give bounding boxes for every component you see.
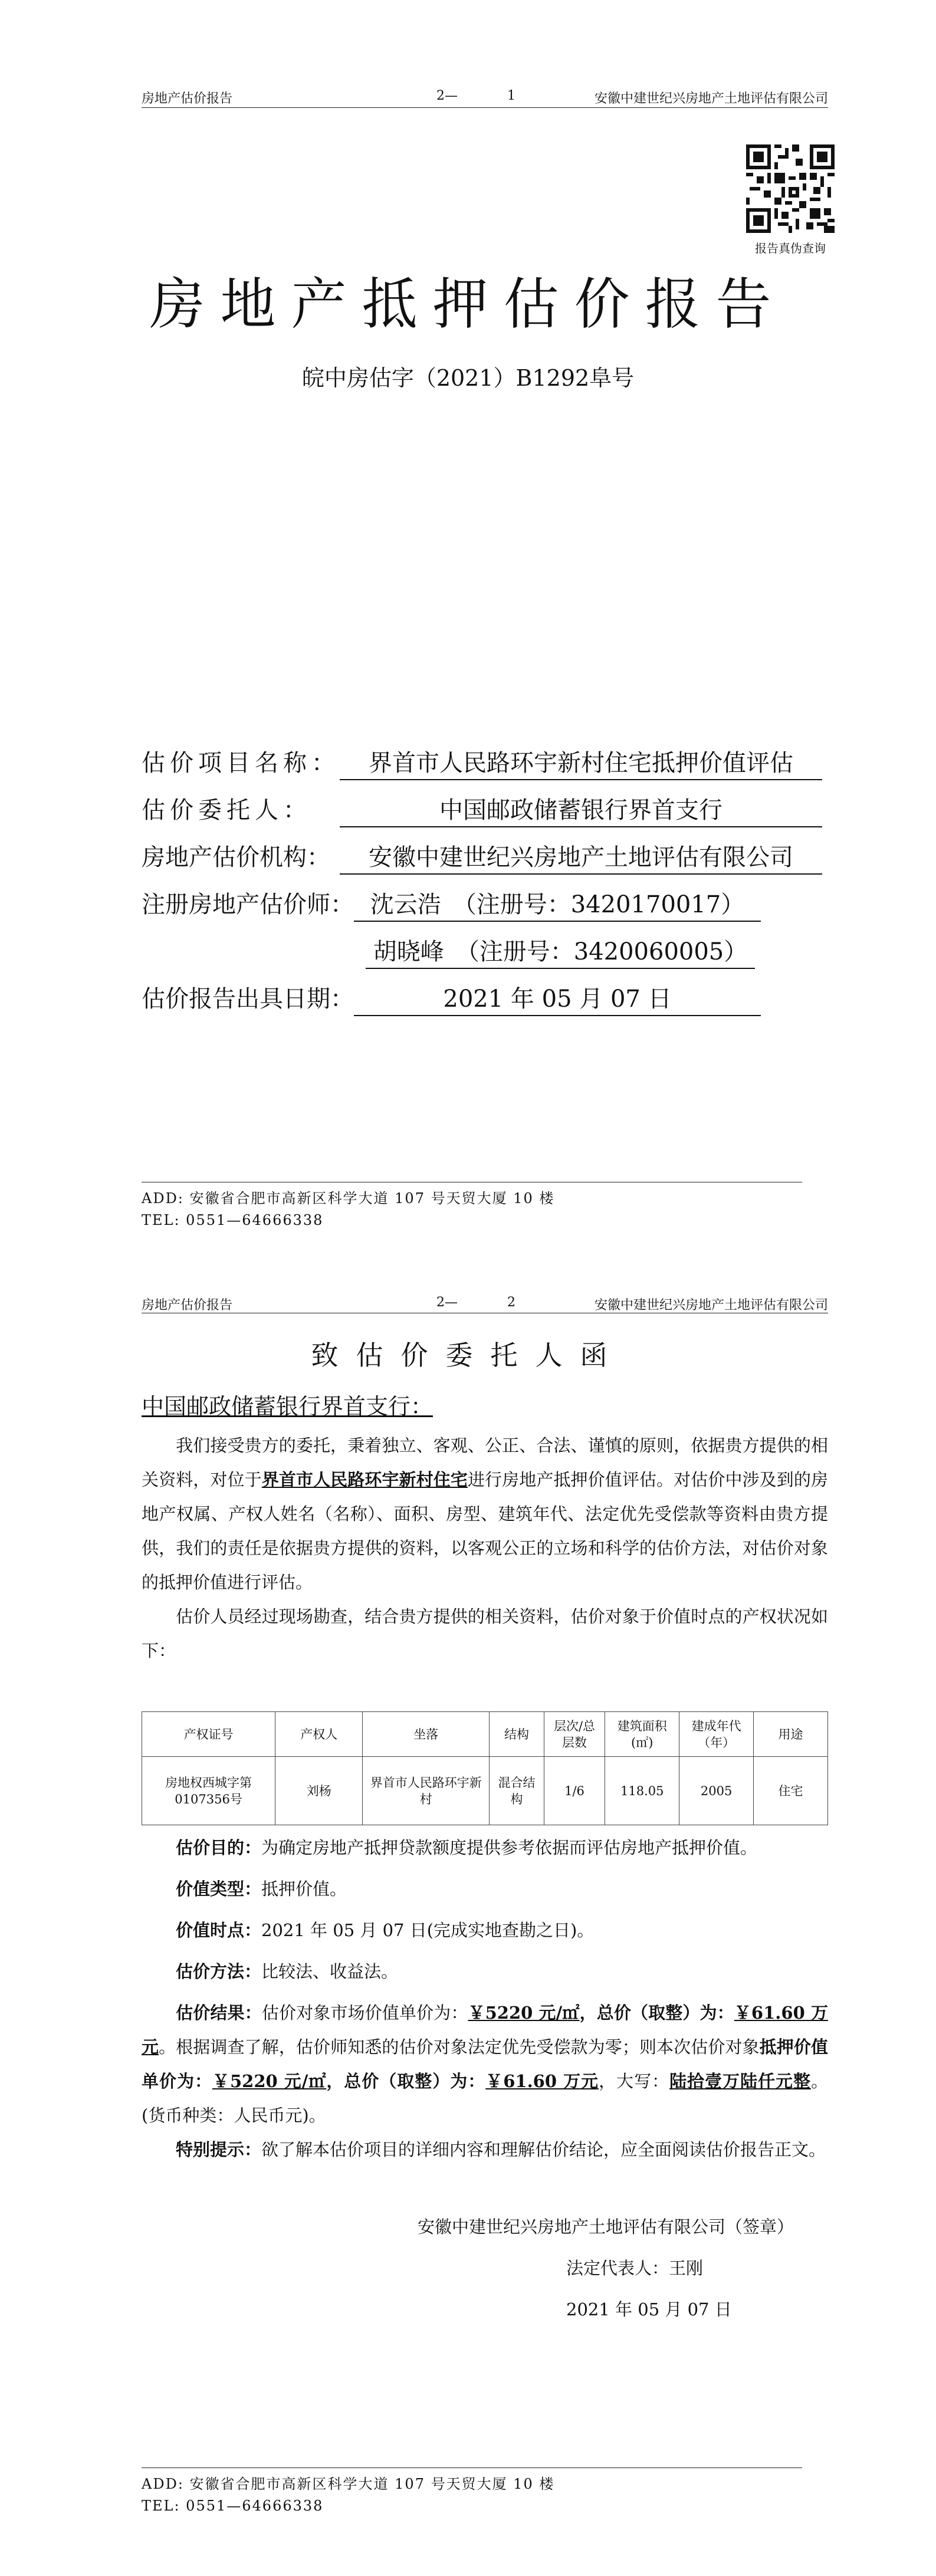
method-line: 估价方法：比较法、收益法。 (176, 1961, 399, 1982)
mortgage-total-price: ￥61.60 万元 (485, 2071, 599, 2091)
qr-caption: 报告真伪查询 (755, 241, 826, 255)
field-label: 房地产估价机构： (142, 844, 330, 871)
appraiser-2: 胡晓峰 （注册号：3420060005） (366, 933, 755, 969)
signature-representative: 法定代表人：王刚 (566, 2258, 704, 2278)
header-page-number: 2 (507, 1295, 515, 1310)
qr-code[interactable] (746, 144, 835, 233)
header-rule (142, 107, 828, 108)
header-title: 房地产估价报告 (142, 91, 233, 106)
purpose-line: 估价目的：为确定房地产抵押贷款额度提供参考依据而评估房地产抵押价值。 (176, 1838, 758, 1858)
table-cell: 房地权西城字第0107356号 (142, 1757, 275, 1825)
field-label: 估价报告出具日期： (142, 985, 354, 1013)
table-header: 层次/总层数 (544, 1712, 605, 1757)
table-header: 用途 (754, 1712, 828, 1757)
footer-rule (142, 2467, 802, 2468)
property-table (142, 1711, 828, 1825)
table-cell: 界首市人民路环宇新村 (363, 1757, 490, 1825)
header-page-prefix: 2— (436, 88, 458, 103)
market-total-price: ￥61.60 万元 (142, 2003, 828, 2057)
table-header: 结构 (490, 1712, 544, 1757)
signature-date: 2021 年 05 月 07 日 (566, 2299, 732, 2319)
report-number: 皖中房估字（2021）B1292阜号 (301, 365, 635, 391)
table-row (142, 1757, 828, 1825)
letter-addressee: 中国邮政储蓄银行界首支行： (142, 1394, 433, 1420)
field-value: 界首市人民路环宇新村住宅抵押价值评估 (340, 744, 822, 780)
table-cell: 1/6 (544, 1757, 605, 1825)
amount-in-words: 陆拾壹万陆仟元整 (669, 2071, 811, 2091)
letter-paragraph-2: 估价人员经过现场勘查，结合贵方提供的相关资料，估价对象于价值时点的产权状况如下： (142, 1606, 828, 1661)
page-header (142, 88, 828, 105)
page-header (142, 1295, 828, 1312)
table-cell: 混合结构 (490, 1757, 544, 1825)
field-value: 安徽中建世纪兴房地产土地评估有限公司 (340, 839, 822, 875)
value-type-line: 价值类型：抵押价值。 (176, 1879, 347, 1899)
table-cell: 2005 (679, 1757, 754, 1825)
mortgage-unit-price: ￥5220 元/㎡ (212, 2071, 327, 2091)
footer (142, 1188, 554, 1231)
report-title: 房地产抵押估价报告 (149, 272, 787, 337)
header-title: 房地产估价报告 (142, 1298, 233, 1313)
market-unit-price: ￥5220 元/㎡ (468, 2003, 580, 2023)
table-cell: 118.05 (605, 1757, 679, 1825)
header-page-number: 1 (507, 88, 515, 103)
property-location: 界首市人民路环宇新村住宅 (261, 1470, 468, 1490)
table-header: 坐落 (363, 1712, 490, 1757)
table-cell: 刘杨 (275, 1757, 363, 1825)
field-value: 2021 年 05 月 07 日 (354, 980, 761, 1016)
field-label: 估价项目名称： (142, 750, 340, 777)
footer-address: ADD: 安徽省合肥市高新区科学大道 107 号天贸大厦 10 楼 (142, 1190, 555, 1207)
footer-phone: TEL: 0551—64666338 (142, 2498, 324, 2514)
table-header: 建筑面积(㎡) (605, 1712, 679, 1757)
footer-phone: TEL: 0551—64666338 (142, 1212, 324, 1228)
appraiser-1: 沈云浩 （注册号：3420170017） (354, 886, 761, 922)
table-header: 产权证号 (142, 1712, 275, 1757)
signature-company: 安徽中建世纪兴房地产土地评估有限公司（签章） (418, 2217, 794, 2237)
header-company: 安徽中建世纪兴房地产土地评估有限公司 (594, 91, 828, 106)
field-value: 中国邮政储蓄银行界首支行 (340, 791, 822, 827)
header-company: 安徽中建世纪兴房地产土地评估有限公司 (594, 1298, 828, 1313)
header-page-prefix: 2— (436, 1295, 458, 1310)
table-cell: 住宅 (754, 1757, 828, 1825)
table-header: 建成年代（年） (679, 1712, 754, 1757)
letter-page (0, 1288, 936, 2576)
letter-title: 致估价委托人函 (311, 1339, 625, 1371)
special-note: 特别提示：欲了解本估价项目的详细内容和理解估价结论，应全面阅读估价报告正文。 (176, 2140, 826, 2160)
table-header: 产权人 (275, 1712, 363, 1757)
footer (142, 2473, 554, 2517)
field-label: 注册房地产估价师： (142, 891, 354, 918)
table-header-row (142, 1712, 828, 1757)
letter-paragraph-1: 我们接受贵方的委托，秉着独立、客观、公正、合法、谨慎的原则，依据贵方提供的相关资料，对位于界首市人民路环宇新村住宅进行房地产抵押价值评估。对估价中涉及到的房地产权属、产权人姓名（名称）、面积、房型、建筑年代、法定优先受偿款等资料由贵方提供，我们的责任是依据贵方提供的资料，以客观公正的立场和科学的估价方法，对估价对象的抵押价值进行评估。 (142, 1435, 828, 1592)
value-time-line: 价值时点：2021 年 05 月 07 日(完成实地查勘之日)。 (176, 1920, 595, 1940)
result-paragraph: 估价结果：估价对象市场价值单价为：￥5220 元/㎡，总价（取整）为：￥61.60 万元。根据调查了解，估价师知悉的估价对象法定优先受偿款为零；则本次估价对象抵押价值单价为：￥5220 元/㎡，总价（取整）为：￥61.60 万元，大写：陆拾壹万陆仟元整。(货币种类：人民币元)。 (142, 2003, 828, 2125)
footer-address: ADD: 安徽省合肥市高新区科学大道 107 号天贸大厦 10 楼 (142, 2476, 555, 2492)
field-label: 估价委托人： (142, 797, 311, 824)
